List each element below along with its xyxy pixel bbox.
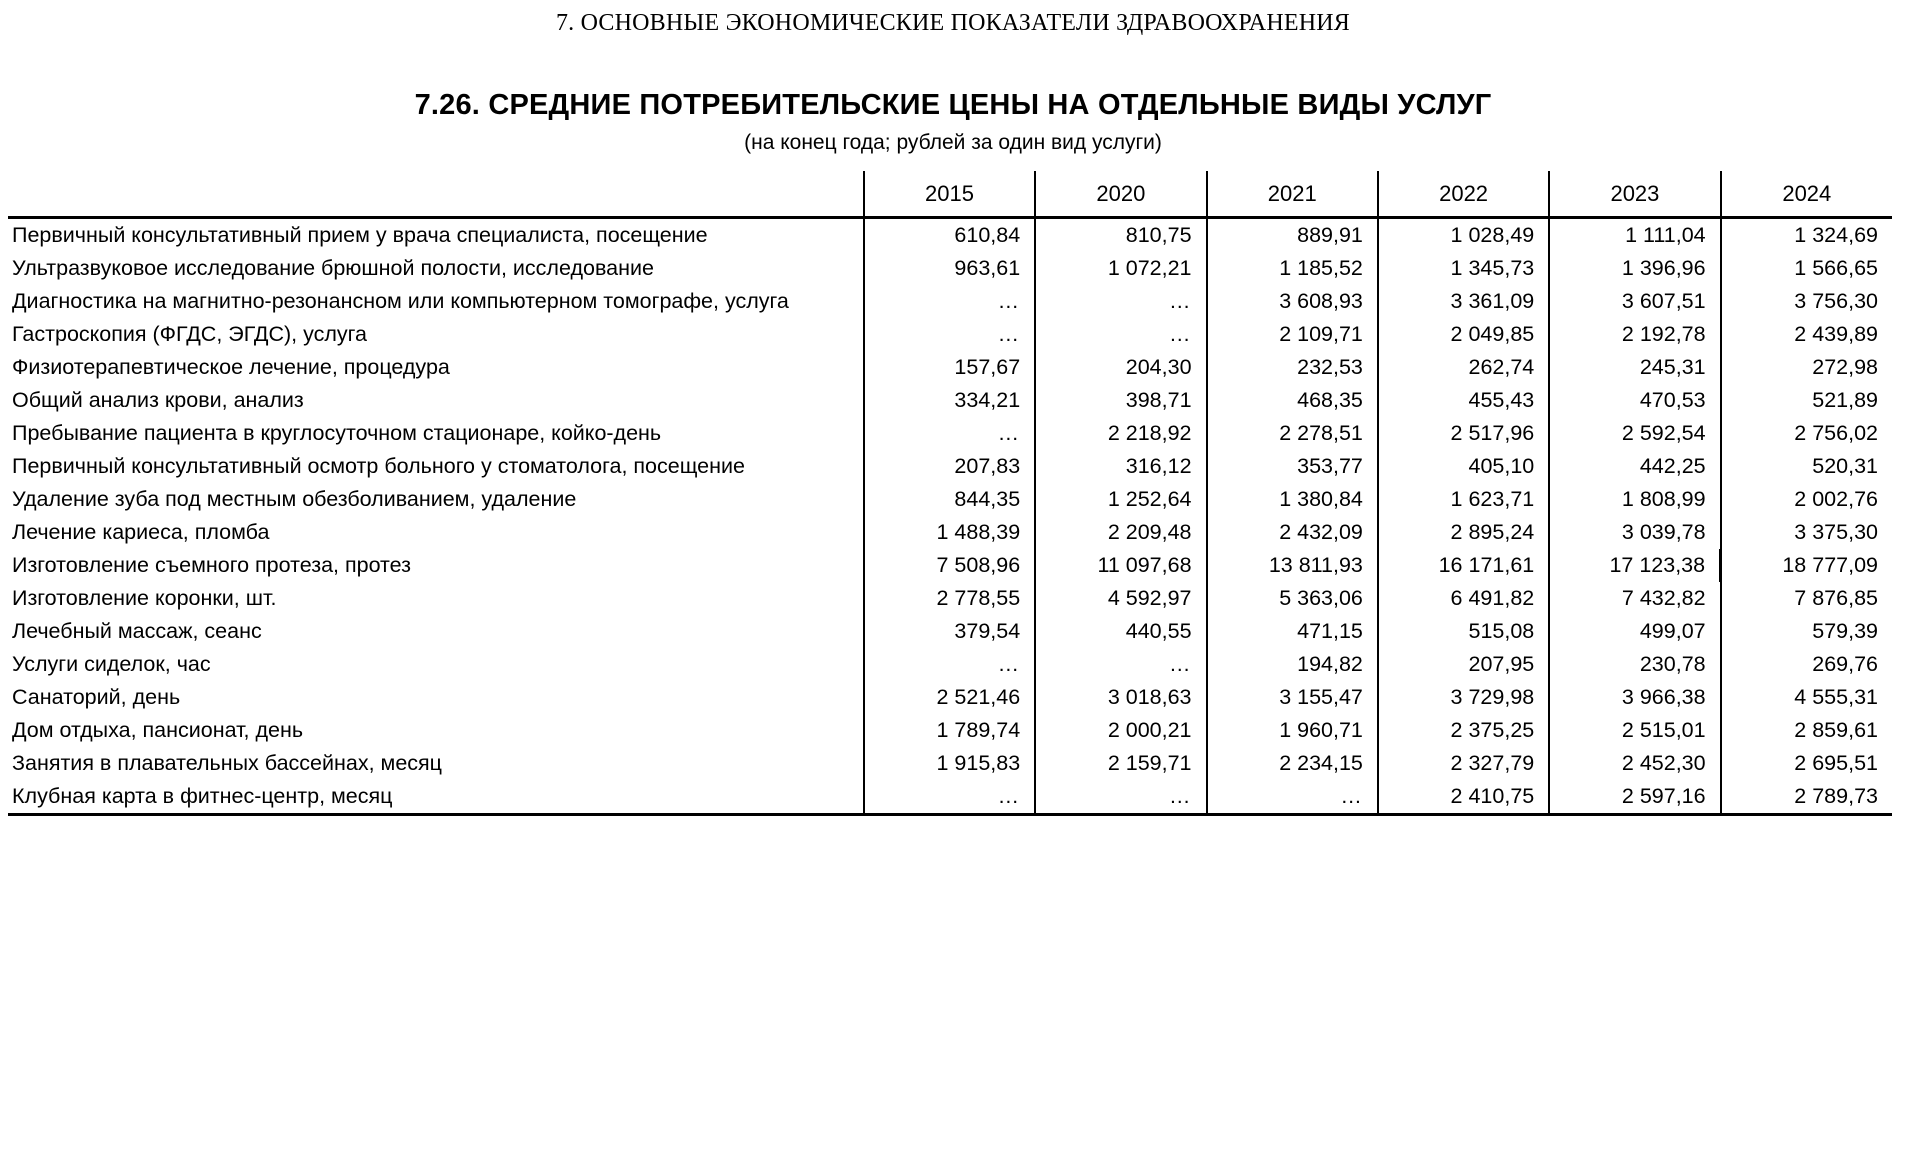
cell-2023: 2 592,54 [1549, 417, 1720, 450]
cell-2022: 1 028,49 [1378, 218, 1549, 253]
cell-2021: 2 278,51 [1207, 417, 1378, 450]
table-foot [8, 815, 1892, 817]
row-label: Первичный консультативный прием у врача специалиста, посещение [12, 223, 708, 247]
cell-2022: 1 345,73 [1378, 252, 1549, 285]
cell-2015: … [864, 648, 1035, 681]
cell-2015: … [864, 318, 1035, 351]
running-head: 7. ОСНОВНЫЕ ЭКОНОМИЧЕСКИЕ ПОКАЗАТЕЛИ ЗДРАВООХРАНЕНИЯ [555, 10, 1351, 36]
table-head [8, 171, 1892, 218]
cell-2020: … [1035, 318, 1206, 351]
column-header-2020: 2020 [1035, 171, 1206, 218]
cell-2021: 471,15 [1207, 615, 1378, 648]
row-label: Общий анализ крови, анализ [12, 388, 304, 412]
cell-2023: 2 597,16 [1549, 780, 1720, 815]
cell-2022: 405,10 [1378, 450, 1549, 483]
cell-2022: 16 171,61 [1378, 549, 1549, 582]
cell-2023: 2 452,30 [1549, 747, 1720, 780]
cell-2021: 5 363,06 [1207, 582, 1378, 615]
cell-2021: 13 811,93 [1207, 549, 1378, 582]
cell-2023: 7 432,82 [1549, 582, 1720, 615]
page-title: 7.26. СРЕДНИЕ ПОТРЕБИТЕЛЬСКИЕ ЦЕНЫ НА ОТДЕЛЬНЫЕ ВИДЫ УСЛУГ [414, 89, 1492, 121]
cell-2021: 2 432,09 [1207, 516, 1378, 549]
cell-2023: 230,78 [1549, 648, 1720, 681]
cell-2020: 440,55 [1035, 615, 1206, 648]
cell-2022: 455,43 [1378, 384, 1549, 417]
row-label: Пребывание пациента в круглосуточном стационаре, койко-день [12, 421, 662, 445]
cell-2024: 3 375,30 [1721, 516, 1892, 549]
cell-2021: 468,35 [1207, 384, 1378, 417]
cell-2015: 844,35 [864, 483, 1035, 516]
table-row [8, 714, 1892, 747]
cell-2023: 442,25 [1549, 450, 1720, 483]
row-label: Услуги сиделок, час [12, 652, 211, 676]
table-body [8, 218, 1892, 815]
cell-2024: 520,31 [1721, 450, 1892, 483]
cell-2024: 2 789,73 [1721, 780, 1892, 815]
column-header-2022: 2022 [1378, 171, 1549, 218]
cell-2023: 1 396,96 [1549, 252, 1720, 285]
column-header-2015: 2015 [864, 171, 1035, 218]
cell-2020: 1 072,21 [1035, 252, 1206, 285]
cell-2022: 3 361,09 [1378, 285, 1549, 318]
cell-2020: … [1035, 285, 1206, 318]
cell-2024: 3 756,30 [1721, 285, 1892, 318]
table-row [8, 417, 1892, 450]
cell-2022: 1 623,71 [1378, 483, 1549, 516]
cell-2015: … [864, 285, 1035, 318]
statistics-table [8, 171, 1892, 816]
row-label: Изготовление съемного протеза, протез [12, 553, 411, 577]
row-label: Изготовление коронки, шт. [12, 586, 277, 610]
cell-2020: 398,71 [1035, 384, 1206, 417]
cell-2015: 207,83 [864, 450, 1035, 483]
cell-2022: 3 729,98 [1378, 681, 1549, 714]
page-subtitle: (на конец года; рублей за один вид услуги) [744, 131, 1162, 154]
cell-2015: 157,67 [864, 351, 1035, 384]
cell-2024: 2 859,61 [1721, 714, 1892, 747]
row-label: Физиотерапевтическое лечение, процедура [12, 355, 450, 379]
cell-2022: 2 327,79 [1378, 747, 1549, 780]
table-row [8, 318, 1892, 351]
cell-2020: 3 018,63 [1035, 681, 1206, 714]
cell-2020: 1 252,64 [1035, 483, 1206, 516]
cell-2022: 515,08 [1378, 615, 1549, 648]
cell-2022: 6 491,82 [1378, 582, 1549, 615]
cell-2021: 889,91 [1207, 218, 1378, 253]
cell-2024: 521,89 [1721, 384, 1892, 417]
cell-2023: 17 123,38 [1549, 549, 1720, 582]
column-header-2023: 2023 [1549, 171, 1720, 218]
cell-2022: 2 375,25 [1378, 714, 1549, 747]
cell-2024: 2 439,89 [1721, 318, 1892, 351]
cell-2015: 2 521,46 [864, 681, 1035, 714]
cell-2020: 2 159,71 [1035, 747, 1206, 780]
cell-2024: 2 002,76 [1721, 483, 1892, 516]
cell-2023: 2 192,78 [1549, 318, 1720, 351]
title-block [0, 89, 1906, 155]
cell-2020: 11 097,68 [1035, 549, 1206, 582]
cell-2020: 316,12 [1035, 450, 1206, 483]
table-row [8, 681, 1892, 714]
cell-2024: 4 555,31 [1721, 681, 1892, 714]
cell-2021: 1 185,52 [1207, 252, 1378, 285]
row-label: Дом отдыха, пансионат, день [12, 718, 304, 742]
row-label: Ультразвуковое исследование брюшной полости, исследование [12, 256, 654, 280]
table-row [8, 218, 1892, 253]
cell-2020: 2 000,21 [1035, 714, 1206, 747]
column-header-label [8, 171, 864, 218]
cell-2023: 1 111,04 [1549, 218, 1720, 253]
cell-2021: 353,77 [1207, 450, 1378, 483]
cell-2021: … [1207, 780, 1378, 815]
cell-2021: 2 234,15 [1207, 747, 1378, 780]
cell-2020: 810,75 [1035, 218, 1206, 253]
row-label: Диагностика на магнитно-резонансном или компьютерном томографе, услуга [12, 289, 789, 313]
cell-2015: 7 508,96 [864, 549, 1035, 582]
table-row [8, 351, 1892, 384]
row-label: Лечебный массаж, сеанс [12, 619, 262, 643]
table-row [8, 252, 1892, 285]
table-row [8, 582, 1892, 615]
table-row [8, 747, 1892, 780]
row-label: Первичный консультативный осмотр больного у стоматолога, посещение [12, 454, 745, 478]
cell-2023: 499,07 [1549, 615, 1720, 648]
table-row [8, 450, 1892, 483]
cell-2023: 3 039,78 [1549, 516, 1720, 549]
cell-2021: 1 380,84 [1207, 483, 1378, 516]
table-row [8, 483, 1892, 516]
cell-2023: 245,31 [1549, 351, 1720, 384]
cell-2020: … [1035, 648, 1206, 681]
cell-2020: 2 218,92 [1035, 417, 1206, 450]
table-row [8, 516, 1892, 549]
cell-2015: … [864, 417, 1035, 450]
table-row [8, 285, 1892, 318]
table-container [0, 171, 1906, 816]
cell-2020: … [1035, 780, 1206, 815]
cell-2020: 4 592,97 [1035, 582, 1206, 615]
cell-2023: 470,53 [1549, 384, 1720, 417]
cell-2024: 2 695,51 [1721, 747, 1892, 780]
row-label: Санаторий, день [12, 685, 181, 709]
cell-2021: 3 155,47 [1207, 681, 1378, 714]
cell-2024: 18 777,09 [1721, 549, 1892, 582]
cell-2023: 2 515,01 [1549, 714, 1720, 747]
table-row [8, 384, 1892, 417]
cell-2020: 2 209,48 [1035, 516, 1206, 549]
cell-2023: 3 966,38 [1549, 681, 1720, 714]
cell-2024: 1 566,65 [1721, 252, 1892, 285]
cell-2023: 3 607,51 [1549, 285, 1720, 318]
cell-2022: 2 049,85 [1378, 318, 1549, 351]
table-row [8, 780, 1892, 815]
cell-2015: 963,61 [864, 252, 1035, 285]
table-row [8, 648, 1892, 681]
row-label: Клубная карта в фитнес-центр, месяц [12, 784, 393, 808]
cell-2024: 579,39 [1721, 615, 1892, 648]
cell-2015: 379,54 [864, 615, 1035, 648]
cell-2021: 194,82 [1207, 648, 1378, 681]
cell-2021: 3 608,93 [1207, 285, 1378, 318]
cell-2023: 1 808,99 [1549, 483, 1720, 516]
cell-2021: 1 960,71 [1207, 714, 1378, 747]
cell-2021: 232,53 [1207, 351, 1378, 384]
cell-2015: 1 488,39 [864, 516, 1035, 549]
row-label: Занятия в плавательных бассейнах, месяц [12, 751, 442, 775]
cell-2022: 262,74 [1378, 351, 1549, 384]
cell-2015: 2 778,55 [864, 582, 1035, 615]
cell-2022: 2 895,24 [1378, 516, 1549, 549]
cell-2024: 1 324,69 [1721, 218, 1892, 253]
cell-2022: 2 410,75 [1378, 780, 1549, 815]
cell-2015: 1 915,83 [864, 747, 1035, 780]
cell-2022: 2 517,96 [1378, 417, 1549, 450]
cell-2024: 2 756,02 [1721, 417, 1892, 450]
cell-2015: … [864, 780, 1035, 815]
cell-2021: 2 109,71 [1207, 318, 1378, 351]
row-label: Гастроскопия (ФГДС, ЭГДС), услуга [12, 322, 368, 346]
cell-2015: 1 789,74 [864, 714, 1035, 747]
cell-2015: 334,21 [864, 384, 1035, 417]
column-header-2024: 2024 [1721, 171, 1892, 218]
cell-2024: 272,98 [1721, 351, 1892, 384]
row-label: Удаление зуба под местным обезболиванием, удаление [12, 487, 577, 511]
cell-2024: 7 876,85 [1721, 582, 1892, 615]
row-label: Лечение кариеса, пломба [12, 520, 270, 544]
table-bottom-rule [8, 815, 1892, 817]
table-row [8, 615, 1892, 648]
cell-2022: 207,95 [1378, 648, 1549, 681]
column-header-2021: 2021 [1207, 171, 1378, 218]
table-header-row [8, 171, 1892, 218]
table-row [8, 549, 1892, 582]
cell-2024: 269,76 [1721, 648, 1892, 681]
cell-2015: 610,84 [864, 218, 1035, 253]
cell-2020: 204,30 [1035, 351, 1206, 384]
